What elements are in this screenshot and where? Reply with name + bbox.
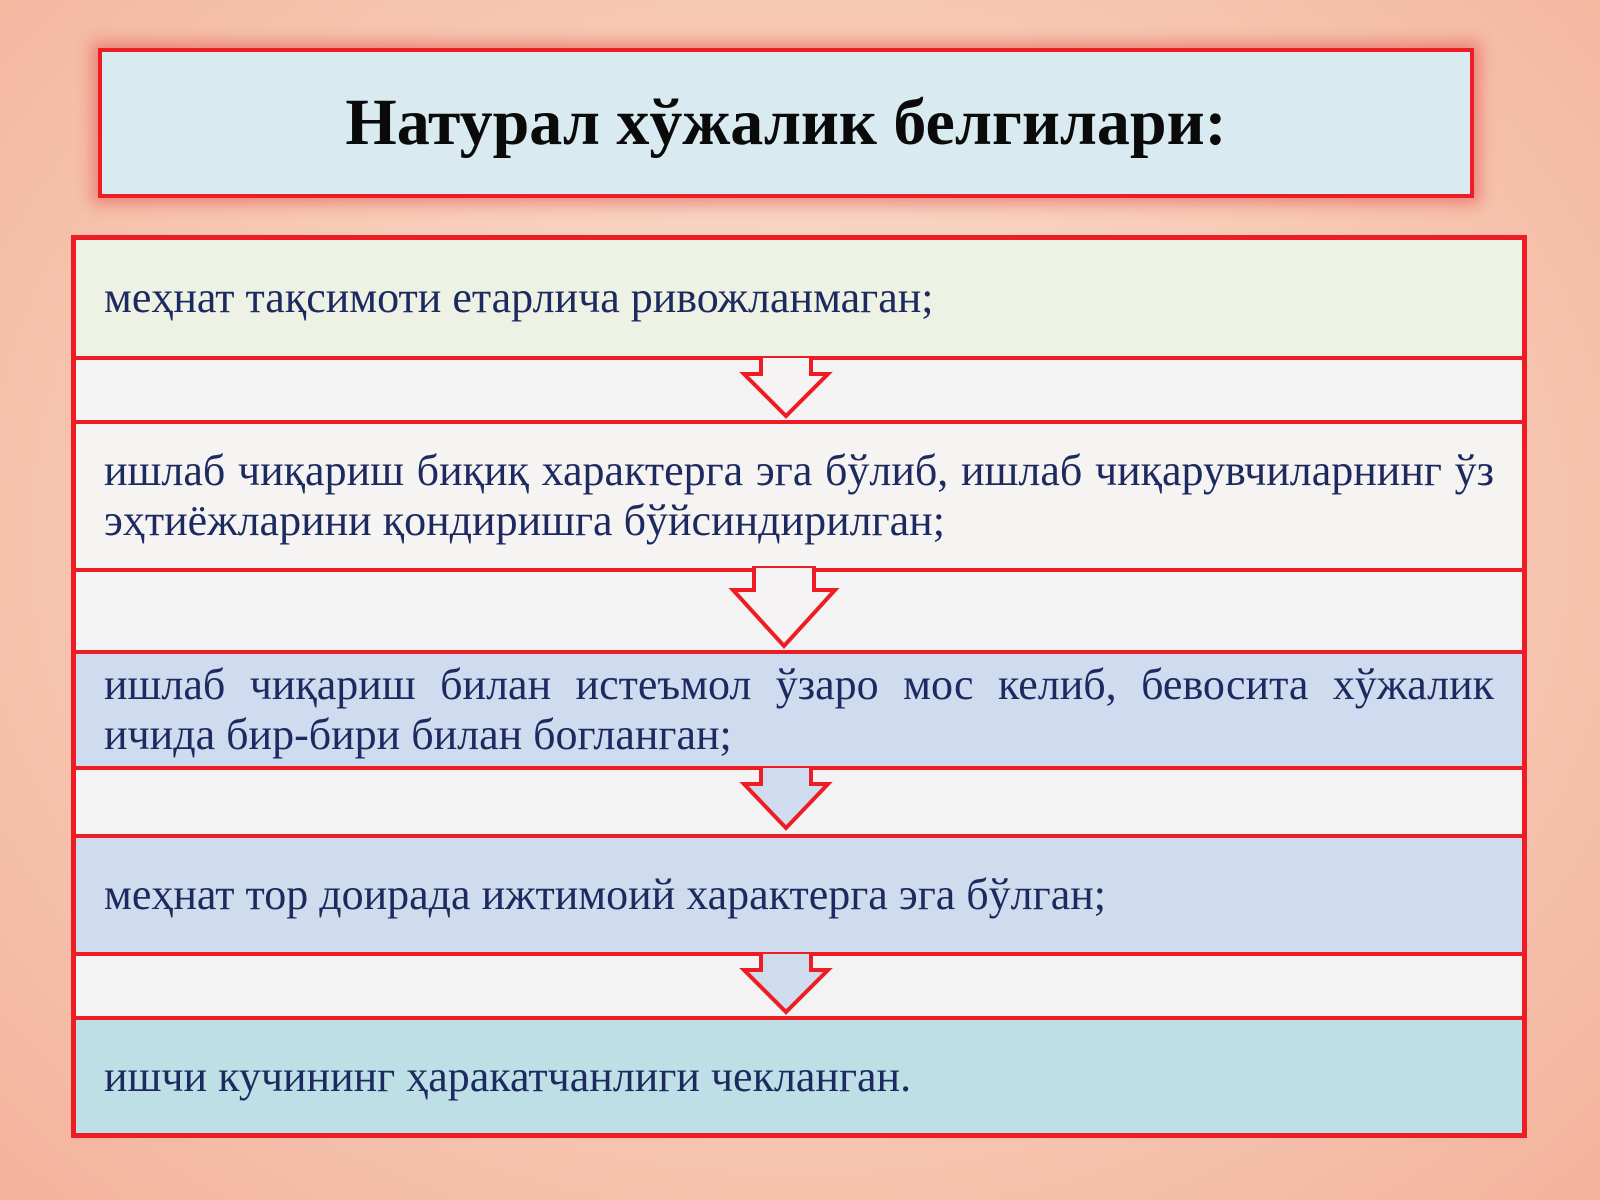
flow-step-2-text: ишлаб чиқариш биқиқ характерга эга бўлиб, ишлаб чиқарувчиларнинг ўз эҳтиёжларини қондиришга бўйсиндирилган; xyxy=(104,446,1494,545)
flow-step-3 xyxy=(76,650,1522,770)
title-box xyxy=(98,48,1474,198)
down-arrow-icon xyxy=(736,766,836,834)
flow-step-4 xyxy=(76,834,1522,956)
flow-step-1 xyxy=(76,240,1522,360)
down-arrow-icon xyxy=(721,566,847,652)
flow-step-1-text: меҳнат тақсимоти етарлича ривожланмаган; xyxy=(104,273,934,323)
flow-step-2 xyxy=(76,420,1522,572)
down-arrow-icon xyxy=(736,356,836,422)
flow-step-4-text: меҳнат тор доирада ижтимоий характерга эга бўлган; xyxy=(104,870,1106,920)
flow-step-3-text: ишлаб чиқариш билан истеъмол ўзаро мос келиб, бевосита хўжалик ичида бир-бири билан богланган; xyxy=(104,660,1494,759)
flow-frame xyxy=(71,235,1527,1138)
diagram-title: Натурал хўжалик белгилари: xyxy=(345,86,1227,159)
down-arrow-icon xyxy=(736,952,836,1018)
flow-step-5-text: ишчи кучининг ҳаракатчанлиги чекланган. xyxy=(104,1051,912,1101)
flow-step-5 xyxy=(76,1016,1522,1133)
